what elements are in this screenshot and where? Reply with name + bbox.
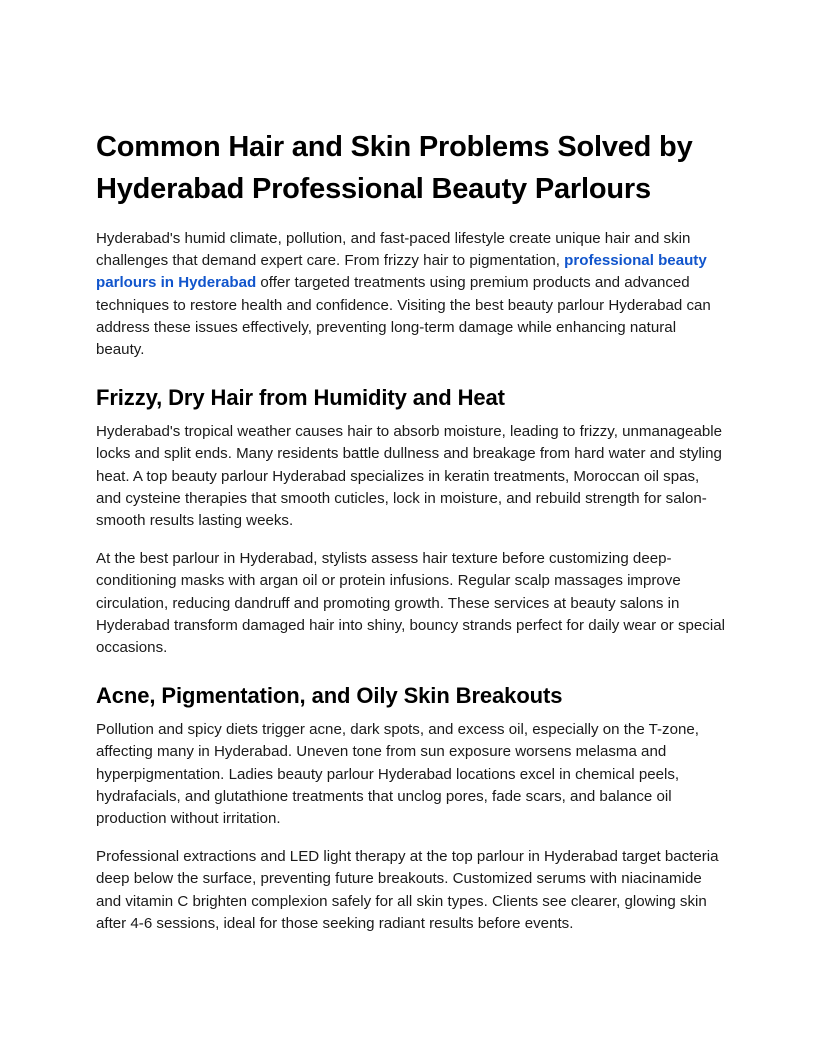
intro-paragraph — [96, 228, 726, 361]
page-title: Common Hair and Skin Problems Solved by Hyderabad Professional Beauty Parlours — [96, 131, 693, 205]
section-paragraph: Professional extractions and LED light therapy at the top parlour in Hyderabad target bacteria deep below the surface, preventing future breakouts. Customized serums with niacinamide and vitamin C brighten complexion safely for all skin types. Clients see clearer, glowing skin after 4-6 sessions, ideal for those seeking radiant results before events. — [96, 848, 719, 932]
intro-text-after-link: offer targeted treatments using premium products and advanced techniques to restore health and confidence. Visiting the best beauty parlour Hyderabad can address these issues effectively, preventing long-term damage while enhancing natural beauty. — [96, 274, 711, 359]
section-paragraph: Pollution and spicy diets trigger acne, dark spots, and excess oil, especially on the T-zone, affecting many in Hyderabad. Uneven tone from sun exposure worsens melasma and hyperpigmentation. Ladies beauty parlour Hyderabad locations excel in chemical peels, hydrafacials, and glutathione treatments that unclog pores, fade scars, and balance oil production without irritation. — [96, 721, 699, 828]
section-paragraph: At the best parlour in Hyderabad, stylists assess hair texture before customizing deep-conditioning masks with argan oil or protein infusions. Regular scalp massages improve circulation, reducing dandruff and promoting growth. These services at beauty salons in Hyderabad transform damaged hair into shiny, bouncy strands perfect for daily wear or special occasions. — [96, 550, 725, 657]
intro-text-before-link: Hyderabad's humid climate, pollution, and fast-paced lifestyle create unique hair and skin challenges that demand expert care. From frizzy hair to pigmentation, — [96, 230, 691, 270]
section-heading-frizzy-hair: Frizzy, Dry Hair from Humidity and Heat — [96, 385, 505, 411]
section-paragraph: Hyderabad's tropical weather causes hair to absorb moisture, leading to frizzy, unmanageable locks and split ends. Many residents battle dullness and breakage from hard water and styling heat. A top beauty parlour Hyderabad specializes in keratin treatments, Moroccan oil spas, and cysteine therapies that smooth cuticles, lock in moisture, and rebuild strength for salon-smooth results lasting weeks. — [96, 423, 722, 530]
professional-beauty-parlours-link[interactable]: professional beauty parlours in Hyderabad — [96, 252, 707, 292]
document-page — [96, 126, 726, 935]
section-heading-acne-pigmentation: Acne, Pigmentation, and Oily Skin Breakouts — [96, 683, 563, 709]
